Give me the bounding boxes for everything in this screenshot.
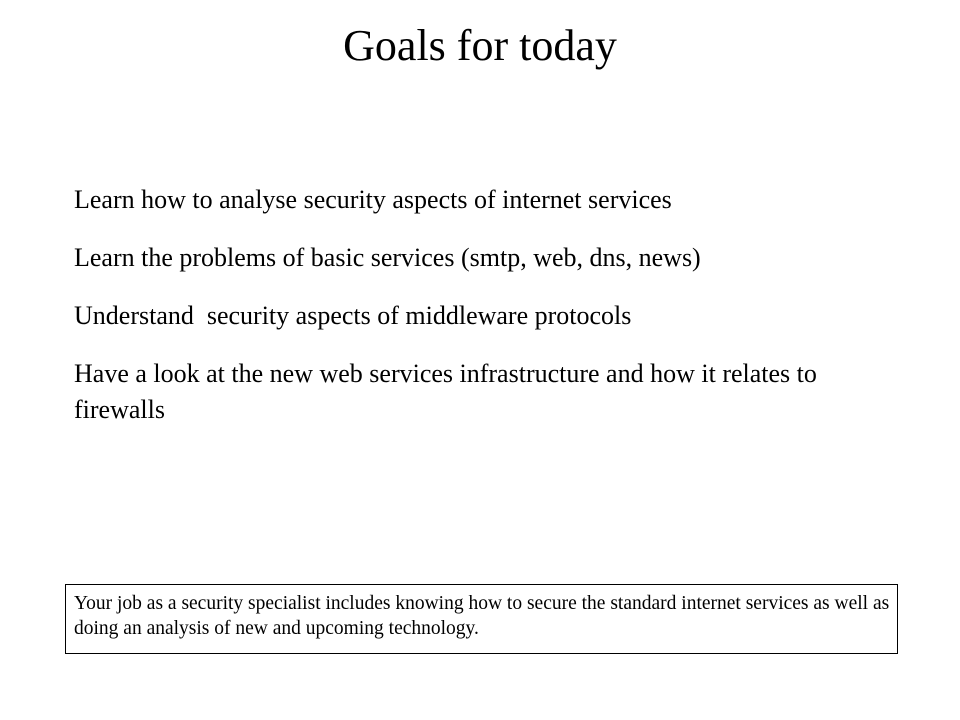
- goal-item: Understand security aspects of middleware protocols: [74, 301, 632, 330]
- note-box: [65, 584, 898, 654]
- note-text: Your job as a security specialist includes knowing how to secure the standard internet services as well as doing an analysis of new and upcoming technology.: [74, 593, 890, 639]
- goal-item: Have a look at the new web services infrastructure and how it relates to firewalls: [74, 359, 817, 424]
- slide-title: Goals for today: [343, 21, 617, 70]
- goal-item: Learn how to analyse security aspects of internet services: [74, 185, 672, 214]
- goal-item: Learn the problems of basic services (smtp, web, dns, news): [74, 243, 701, 272]
- goals-list: [74, 182, 894, 450]
